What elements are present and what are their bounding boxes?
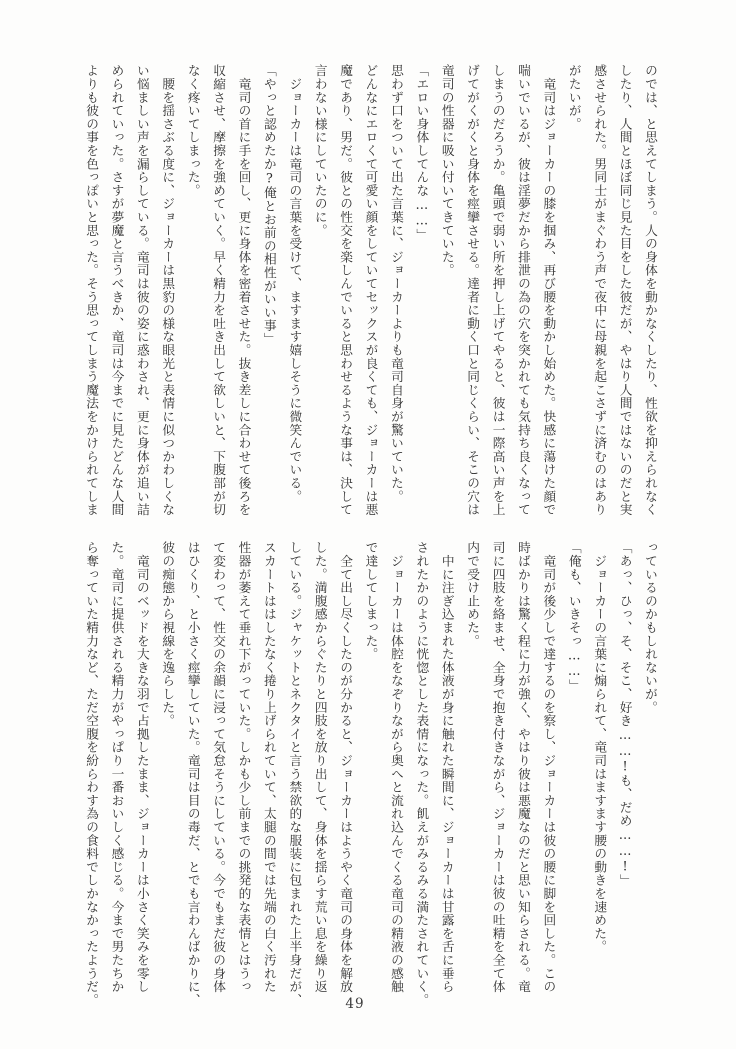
text-column: 腰を揺さぶる度に、ジョーカーは黒豹の様な眼光と表情に似つかわしくな: [160, 64, 176, 517]
top-text-block: [79, 64, 663, 517]
text-column: 魔であり、男だ。彼との性交を楽しんでいると思わせるような事は、決して: [338, 64, 354, 517]
text-column: ら奪っていた精力など、ただ空腹を紛らわす為の食料でしかなかったようだ。: [84, 541, 100, 1007]
text-column: 収縮させ、摩擦を強めていく。早く精力を吐き出して欲しいと、下腹部が切: [211, 64, 227, 517]
text-column: ジョーカーの言葉に煽られて、竜司はますます腰の動きを速めた。: [592, 541, 608, 954]
text-column: 彼の痴態から視線を逸らした。: [160, 541, 176, 728]
text-column: た。竜司に提供される精力がやっぱり一番おいしく感じる。今まで男たちか: [109, 541, 125, 994]
page-number: 49: [345, 996, 365, 1012]
text-column: 全て出し尽くしたのが分かると、ジョーカーはようやく竜司の身体を解放: [338, 541, 354, 994]
text-column: い悩ましい声を漏らしている。竜司は彼の姿に惑わされ、更に身体が追い詰: [134, 64, 150, 517]
text-column: 時ばかりは驚く程に力が強く、やはり彼は悪魔なのだと思い知らされる。竜: [515, 541, 531, 994]
text-column: 司に四肢を絡ませ、全身で抱き付きながら、ジョーカーは彼の吐精を全て体: [490, 541, 506, 994]
text-column: 竜司が後少しで達するのを察し、ジョーカーは彼の腰に脚を回した。この: [541, 541, 557, 994]
text-column: て変わって、性交の余韻に浸って気怠そうにしている。今でもまだ彼の身体: [211, 541, 227, 994]
text-column: した。満腹感からぐたりと四肢を放り出して、身体を揺らす荒い息を繰り返: [312, 541, 328, 994]
text-column: 性器が萎えて垂れ下がっていた。しかも少し前までの挑発的な表情とはうっ: [236, 541, 252, 994]
text-column: 「あっ、ひっ、そ、そこ、好き……!も、だめ……!」: [617, 541, 633, 888]
text-column: められていった。さすが夢魔と言うべきか、竜司は今までに見たどんな人間: [109, 64, 125, 517]
text-column: 「俺も、いきそっ……」: [566, 541, 582, 692]
text-column: 感させられた。男同士がまぐわう声で夜中に母親を起こさずに済むのはあり: [592, 64, 608, 517]
text-column: 竜司はジョーカーの膝を掴み、再び腰を動かし始めた。快感に蕩けた顔で: [541, 64, 557, 517]
text-column: ジョーカーは竜司の言葉を受けて、ますます嬉しそうに微笑んでいる。: [287, 64, 303, 503]
text-column: で達してしまった。: [363, 541, 379, 661]
text-column: 竜司の性器に吸い付いてきていた。: [439, 64, 455, 277]
text-column: はひくり、と小さく痙攣していた。竜司は目の毒だ、とでも言わんばかりに、: [185, 541, 201, 1007]
text-column: 竜司のベッドを大きな羽で占拠したまま、ジョーカーは小さく笑みを零し: [134, 541, 150, 994]
text-column: げてがくがくと身体を痙攣させる。達者に動く口と同じくらい、そこの穴は: [465, 64, 481, 517]
text-column: 「エロい身体してんな……」: [414, 64, 430, 242]
text-column: 竜司の首に手を回し、更に身体を密着させた。抜き差しに合わせて後ろを: [236, 64, 252, 517]
text-column: 喘いでいるが、彼は淫夢だから排泄の為の穴を突かれても気持ち良くなって: [515, 64, 531, 517]
text-column: したり、人間とほぼ同じ見た目をした彼だが、やはり人間ではないのだと実: [617, 64, 633, 517]
text-column: スカートははしたなく捲り上げられていて、太腿の間では先端の白く汚れた: [261, 541, 277, 994]
text-column: なく疼いてしまった。: [185, 64, 201, 197]
text-column: 「やっと認めたか?俺とお前の相性がいい事」: [261, 64, 277, 346]
text-column: されたかのように恍惚とした表情になった。飢えがみるみる満たされていく。: [414, 541, 430, 1007]
text-column: っているのかもしれないが。: [643, 541, 658, 714]
text-column: ジョーカーは体腔をなぞりながら奥へと流れ込んでくる竜司の精液の感触: [388, 541, 404, 994]
text-column: している。ジャケットとネクタイと言う禁欲的な服装に包まれた上半身だが、: [287, 541, 303, 1007]
text-column: 言わない様にしていたのに。: [312, 64, 328, 237]
text-column: どんなにエロくて可愛い顔をしていてセックスが良くても、ジョーカーは悪: [363, 64, 379, 517]
text-column: がたいが。: [566, 64, 582, 131]
text-column: 思わず口をついて出た言葉に、ジョーカーよりも竜司自身が驚いていた。: [388, 64, 404, 503]
text-column: 内で受け止めた。: [465, 541, 481, 648]
text-column: のでは、と思えてしまう。人の身体を動かなくしたり、性欲を抑えられなく: [643, 64, 658, 517]
text-column: しまうのだろうか。亀頭で弱い所を押し上げてやると、彼は一際高い声を上: [490, 64, 506, 517]
text-column: よりも彼の事を色っぽいと思った。そう思ってしまう魔法をかけられてしま: [84, 64, 100, 517]
text-column: 中に注ぎ込まれた体液が身に触れた瞬間に、ジョーカーは甘露を舌に垂ら: [439, 541, 455, 994]
